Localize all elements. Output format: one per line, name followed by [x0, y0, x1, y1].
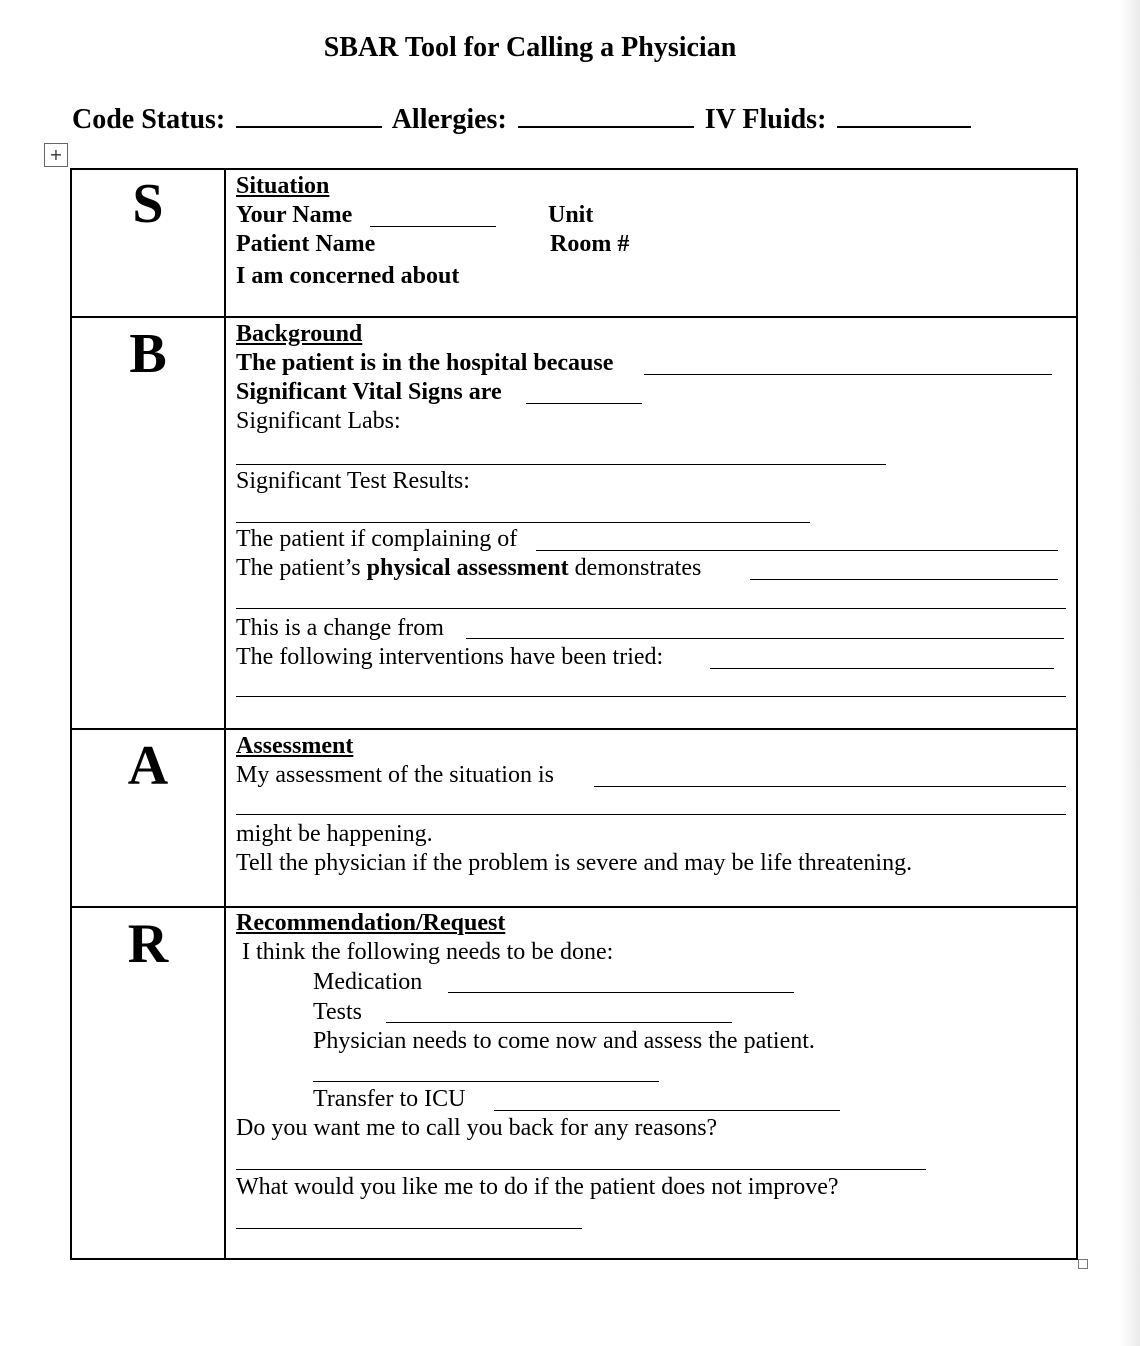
iv-fluids-label: IV Fluids: [704, 104, 827, 135]
think-label: I think the following needs to be done: [242, 939, 614, 965]
complaining-label: The patient if complaining of [236, 526, 518, 552]
letter-cell [72, 730, 226, 906]
not-improve-label: What would you like me to do if the patient does not improve? [236, 1174, 839, 1200]
test-results-label: Significant Test Results: [236, 468, 470, 494]
situation-row [72, 170, 1076, 318]
change-from-label: This is a change from [236, 615, 444, 641]
letter-cell [72, 318, 226, 728]
room-label: Room # [550, 231, 630, 257]
physical-pre: The patient’s [236, 555, 367, 581]
allergies-field[interactable] [518, 100, 694, 128]
recommendation-heading: Recommendation/Request [236, 910, 506, 936]
code-status-field[interactable] [236, 100, 382, 128]
physical-assessment-field[interactable] [750, 579, 1058, 580]
table-move-handle-icon[interactable]: + [44, 143, 68, 167]
labs-field[interactable] [236, 464, 886, 465]
allergies-label: Allergies: [391, 104, 507, 135]
vital-signs-field[interactable] [526, 403, 642, 404]
medication-label: Medication [313, 969, 423, 995]
sbar-table [70, 168, 1078, 1260]
document-title: SBAR Tool for Calling a Physician [323, 32, 737, 63]
hospital-because-field[interactable] [644, 374, 1052, 375]
medication-field[interactable] [448, 992, 794, 993]
iv-fluids-field[interactable] [837, 100, 971, 128]
code-status-label: Code Status: [72, 104, 226, 135]
physician-come-field[interactable] [313, 1081, 659, 1082]
header-fields [72, 100, 975, 136]
recommendation-row [72, 908, 1076, 1258]
test-results-field[interactable] [236, 522, 810, 523]
recommendation-content [224, 908, 1076, 1258]
tests-label: Tests [313, 999, 362, 1025]
labs-label: Significant Labs: [236, 408, 401, 434]
patient-name-label: Patient Name [236, 231, 376, 257]
assessment-content [224, 730, 1076, 906]
letter-b: B [129, 323, 167, 385]
table-resize-handle[interactable] [1078, 1259, 1088, 1269]
background-content [224, 318, 1076, 728]
letter-s: S [132, 173, 164, 235]
physical-post: demonstrates [568, 555, 702, 581]
page-edge-shadow [1120, 0, 1140, 1346]
change-from-field[interactable] [466, 638, 1064, 639]
assessment-row [72, 730, 1076, 908]
tell-physician-label: Tell the physician if the problem is severe and may be life threatening. [236, 850, 913, 876]
might-be-label: might be happening. [236, 821, 433, 847]
physical-assessment-label [236, 554, 701, 582]
situation-heading: Situation [236, 173, 330, 199]
assessment-is-label: My assessment of the situation is [236, 762, 554, 788]
concerned-label: I am concerned about [236, 263, 460, 289]
background-row [72, 318, 1076, 730]
assessment-heading: Assessment [236, 733, 354, 759]
tests-field[interactable] [386, 1022, 732, 1023]
letter-cell [72, 170, 226, 316]
call-back-label: Do you want me to call you back for any reasons? [236, 1115, 718, 1141]
your-name-label: Your Name [236, 202, 353, 228]
assessment-field-2[interactable] [236, 814, 1066, 815]
letter-cell [72, 908, 226, 1258]
hospital-because-label: The patient is in the hospital because [236, 350, 614, 376]
your-name-field[interactable] [370, 226, 496, 227]
letter-a: A [127, 735, 169, 797]
background-heading: Background [236, 321, 363, 347]
call-back-field[interactable] [236, 1169, 926, 1170]
unit-label: Unit [548, 202, 594, 228]
interventions-field[interactable] [710, 668, 1054, 669]
transfer-label: Transfer to ICU [313, 1086, 466, 1112]
physician-come-label: Physician needs to come now and assess the patient. [313, 1028, 815, 1054]
interventions-field-2[interactable] [236, 696, 1066, 697]
physical-assessment-field-2[interactable] [236, 608, 1066, 609]
interventions-label: The following interventions have been tried: [236, 644, 664, 670]
letter-r: R [127, 913, 169, 975]
situation-content [224, 170, 1076, 316]
complaining-field[interactable] [536, 550, 1058, 551]
vital-signs-label: Significant Vital Signs are [236, 379, 502, 405]
physical-bold: physical assessment [366, 555, 569, 581]
assessment-field[interactable] [594, 786, 1066, 787]
transfer-field[interactable] [494, 1110, 840, 1111]
not-improve-field[interactable] [236, 1228, 582, 1229]
